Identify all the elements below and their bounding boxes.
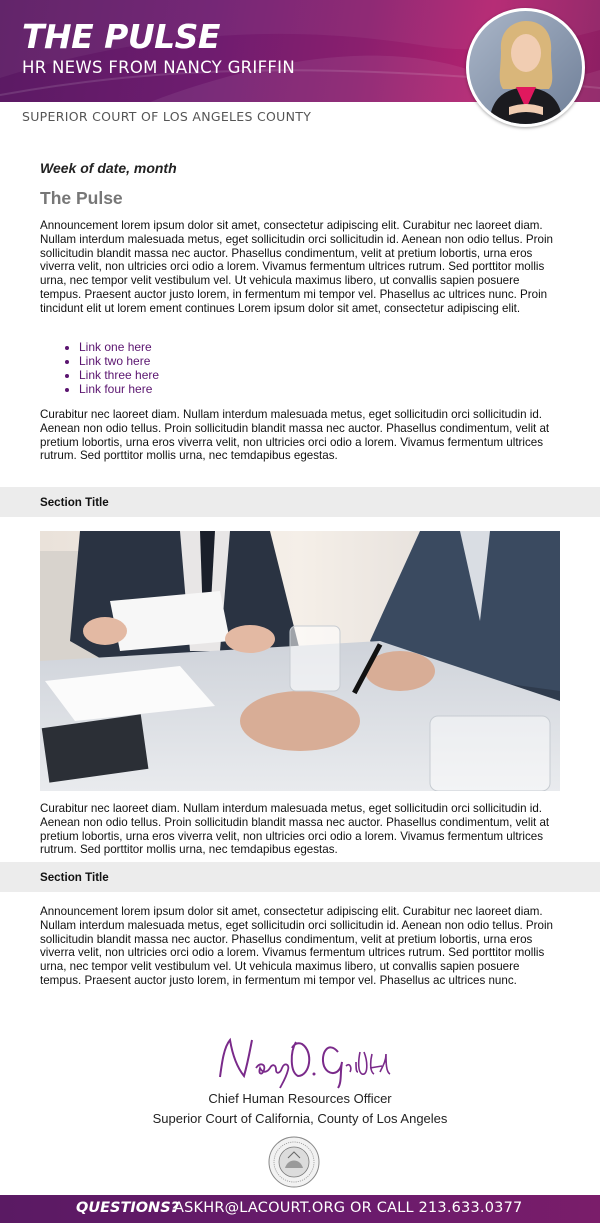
section-paragraph: Curabitur nec laoreet diam. Nullam interdum malesuada metus, eget sollicitudin orci sollicitudin id. Aenean non odio tellus. Proin sollicitudin blandit massa nec auctor. Phasellus condimentum, velit at pretium lobortis, urna eros viverra velit, non ultricies orci odio a lorem. Vivamus fermentum ultrices rutrum. Sed porttitor mollis urna, nec temdapibus egestas.: [40, 802, 550, 857]
signer-role: Chief Human Resources Officer: [208, 1091, 392, 1106]
intro-paragraph: Announcement lorem ipsum dolor sit amet, consectetur adipiscing elit. Curabitur nec laoreet diam. Nullam interdum malesuada metus, eget sollicitudin orci sollicitudin id. Aenean non odio tellus. Proin sollicitudin blandit massa nec auctor. Phasellus condimentum, velit at pretium lobortis, urna eros viverra velit, non ultricies orci odio a lorem. Vivamus fermentum ultrices rutrum. Sed porttitor mollis urna, nec tempor velit vestibulum vel. Ut vehicula maximus libero, ut convallis sapien posuere tempus. Praesent auctor justo lorem, in fermentum mi tempor vel. Phasellus ac ultrices nunc. Proin tincidunt elit ut lorem ement continues Lorem ipsum dolor sit amet, consectetur adipiscing elit.: [40, 219, 553, 315]
court-seal-icon: [268, 1136, 320, 1188]
list-item: [79, 355, 159, 369]
business-meeting-photo-icon: [40, 531, 560, 791]
list-item: [79, 341, 159, 355]
footer-questions: QUESTIONS?: [76, 1200, 180, 1216]
page-title: The Pulse: [40, 188, 123, 208]
newsletter-subtitle: HR NEWS FROM NANCY GRIFFIN: [22, 58, 295, 77]
list-item: [79, 383, 159, 397]
week-label: Week of date, month: [40, 160, 177, 176]
list-item: [79, 369, 159, 383]
organization-line: SUPERIOR COURT OF LOS ANGELES COUNTY: [22, 109, 312, 124]
section-image: [40, 531, 560, 791]
newsletter-title: THE PULSE: [22, 17, 220, 56]
avatar: [466, 8, 585, 127]
footer-bar: [0, 1195, 600, 1223]
link-three[interactable]: Link three here: [79, 367, 160, 382]
link-four[interactable]: Link four here: [79, 381, 153, 396]
portrait-photo-icon: [469, 11, 582, 124]
section-paragraph: Announcement lorem ipsum dolor sit amet, consectetur adipiscing elit. Curabitur nec laoreet diam. Nullam interdum malesuada metus, eget sollicitudin orci sollicitudin id. Aenean non odio tellus. Proin sollicitudin blandit massa nec auctor. Phasellus condimentum, velit at pretium lobortis, urna eros viverra velit, non ultricies orci odio a lorem. Vivamus fermentum ultrices rutrum. Sed porttitor mollis urna, nec tempor velit vestibulum vel. Ut vehicula maximus libero, ut convallis sapien posuere tempus. Praesent auctor justo lorem, in fermentum mi tempor vel. Phasellus ac ultrices nunc.: [40, 905, 553, 987]
footer-contact[interactable]: ASKHR@LACOURT.ORG OR CALL 213.633.0377: [174, 1200, 523, 1216]
link-list: [61, 341, 159, 397]
section-title: Section Title: [40, 496, 109, 509]
section-title: Section Title: [40, 871, 109, 884]
link-two[interactable]: Link two here: [79, 353, 151, 368]
intro-paragraph-2: Curabitur nec laoreet diam. Nullam interdum malesuada metus, eget sollicitudin orci sollicitudin id. Aenean non odio tellus. Proin sollicitudin blandit massa nec auctor. Phasellus condimentum, velit at pretium lobortis, urna eros viverra velit, non ultricies orci odio a lorem. Vivamus fermentum ultrices rutrum. Sed porttitor mollis urna, nec temdapibus egestas.: [40, 408, 550, 463]
section-header: [0, 862, 600, 892]
handwritten-signature: [210, 1032, 395, 1090]
link-one[interactable]: Link one here: [79, 340, 152, 354]
signer-organization: Superior Court of California, County of Los Angeles: [152, 1111, 448, 1126]
section-header: [0, 487, 600, 517]
